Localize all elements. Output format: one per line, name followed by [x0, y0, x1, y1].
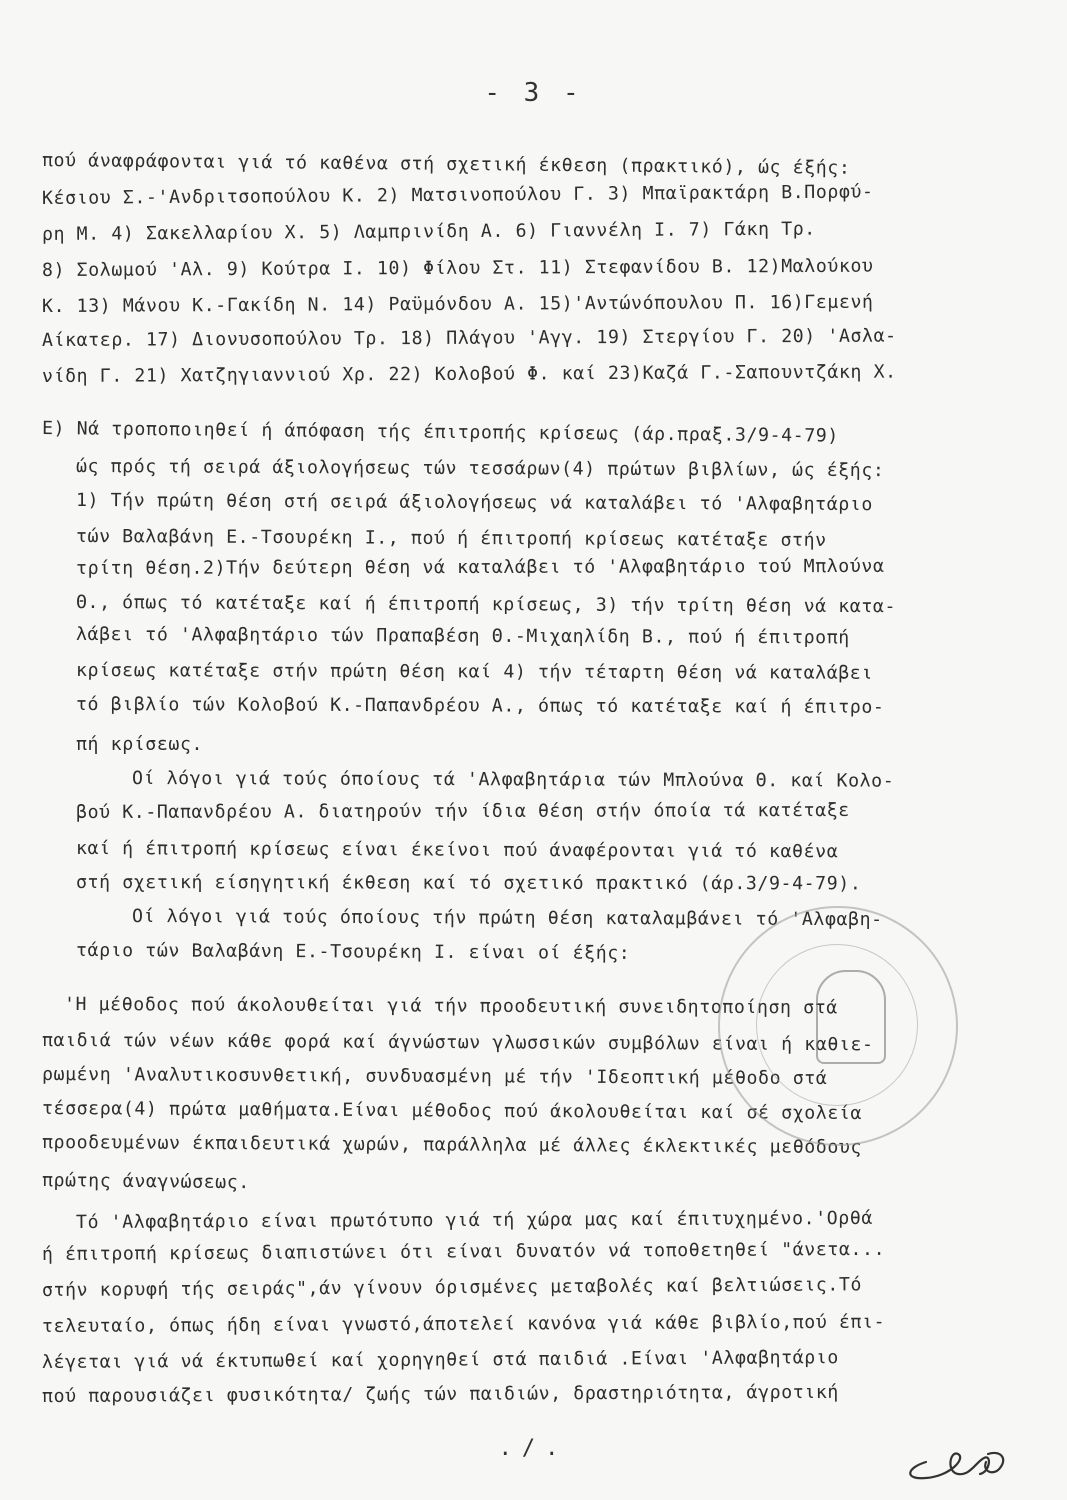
text-line: Οί λόγοι γιά τούς όποίους τά 'Αλφαβητάρια τών Μπλούνα Θ. καί Κολο- — [131, 768, 895, 792]
text-line: 1) Τήν πρώτη θέση στή σειρά άξιολογήσεως νά καταλάβει τό 'Αλφαβητάριο — [75, 490, 873, 516]
text-line: νίδη Γ. 21) Χατζηγιαννιού Χρ. 22) Κολοβού Φ. καί 23)Καζά Γ.-Σαπουντζάκη Χ. — [41, 361, 897, 387]
text-line: λέγεται γιά νά έκτυπωθεί καί χορηγηθεί στά παιδιά .Είναι 'Αλφαβητάριο — [41, 1347, 839, 1373]
text-line: κρίσεως κατέταξε στήν πρώτη θέση καί 4) τήν τέταρτη θέση νά καταλάβει — [75, 660, 873, 684]
text-line: παιδιά τών νέων κάθε φορά καί άγνώστων γλωσσικών συμβόλων είναι ή καθιε- — [41, 1030, 874, 1056]
text-line: ρωμένη 'Αναλυτικοσυνθετική, συνδυασμένη μέ τήν 'Ιδεοπτική μέθοδο στά — [41, 1064, 828, 1090]
text-line: πού άναφράφονται γιά τό καθένα στή σχετική έκθεση (πρακτικό), ώς έξής: — [41, 150, 851, 179]
text-line: Κ. 13) Μάνου Κ.-Γακίδη Ν. 14) Ραϋμόνδου Α. 15)'Αντώνόπουλου Π. 16)Γεμενή — [41, 291, 874, 317]
text-line: ή έπιτροπή κρίσεως διαπιστώνει ότι είναι δυνατόν νά τοποθετηθεί "άνετα... — [41, 1238, 886, 1265]
text-line: τρίτη θέση.2)Τήν δεύτερη θέση νά καταλάβει τό 'Αλφαβητάριο τού Μπλούνα — [75, 555, 885, 579]
stamp-emblem-icon — [816, 970, 886, 1064]
text-line: τάριο τών Βαλαβάνη Ε.-Τσουρέκη Ι. είναι οί έξής: — [75, 940, 631, 964]
text-line: λάβει τό 'Αλφαβητάριο τών Πραπαβέση Θ.-Μιχαηλίδη Β., πού ή έπιτροπή — [75, 624, 850, 649]
continuation-mark: ./. — [498, 1436, 569, 1461]
text-line: βού Κ.-Παπανδρέου Α. διατηρούν τήν ίδια θέση στήν όποία τά κατέταξε — [75, 799, 850, 823]
text-line: Θ., όπως τό κατέταξε καί ή έπιτροπή κρίσεως, 3) τήν τρίτη θέση νά κατα- — [75, 592, 897, 618]
text-line: τελευταίο, όπως ήδη είναι γνωστό,άποτελεί κανόνα γιά κάθε βιβλίο,πού έπι- — [41, 1311, 886, 1337]
text-line: στή σχετική είσηγητική έκθεση καί τό σχετικό πρακτικό (άρ.3/9-4-79). — [75, 872, 862, 895]
text-line: τών Βαλαβάνη Ε.-Τσουρέκη Ι., πού ή έπιτροπή κρίσεως κατέταξε στήν — [75, 526, 827, 551]
text-line: τέσσερα(4) πρώτα μαθήματα.Είναι μέθοδος πού άκολουθείται καί σέ σχολεία — [41, 1098, 863, 1125]
text-line: Τό 'Αλφαβητάριο είναι πρωτότυπο γιά τή χώρα μας καί έπιτυχημένο.'Ορθά — [75, 1207, 873, 1233]
page-number: - 3 - — [484, 78, 583, 108]
text-line: Ε) Νά τροποποιηθεί ή άπόφαση τής έπιτροπής κρίσεως (άρ.πραξ.3/9-4-79) — [41, 418, 840, 447]
text-line: καί ή έπιτροπή κρίσεως είναι έκείνοι πού άναφέρονται γιά τό καθένα — [75, 838, 839, 863]
text-line: πρώτης άναγνώσεως. — [41, 1170, 251, 1194]
text-line: στήν κορυφή τής σειράς",άν γίνουν όρισμένες μεταβολές καί βελτιώσεις.Τό — [41, 1274, 863, 1301]
text-line: Κέσιου Σ.-'Ανδριτσοπούλου Κ. 2) Ματσινοπούλου Γ. 3) Μπαϊρακτάρη Β.Πορφύ- — [41, 181, 874, 209]
text-line: πού παρουσιάζει φυσικότητα/ ζωής τών παιδιών, δραστηριότητα, άγροτική — [41, 1381, 839, 1407]
text-line: προοδευμένων έκπαιδευτικά χωρών, παράλληλα μέ άλλες έκλεκτικές μεθόδους — [41, 1132, 863, 1159]
text-line: 8) Σολωμού 'Αλ. 9) Κούτρα Ι. 10) Φίλου Στ. 11) Στεφανίδου Β. 12)Μαλούκου — [41, 255, 874, 281]
text-line: Οί λόγοι γιά τούς όποίους τήν πρώτη θέση καταλαμβάνει τό 'Αλφαβη- — [131, 906, 883, 931]
text-line: ώς πρός τή σειρά άξιολογήσεως τών τεσσάρων(4) πρώτων βιβλίων, ώς έξής: — [75, 456, 885, 482]
text-line: 'Η μέθοδος πού άκολουθείται γιά τήν προοδευτική συνειδητοποίηση στά — [63, 994, 838, 1019]
signature-icon — [896, 1428, 1016, 1488]
text-line: ρη Μ. 4) Σακελλαρίου Χ. 5) Λαμπρινίδη Α. 6) Γιαννέλη Ι. 7) Γάκη Τρ. — [41, 218, 816, 245]
text-line: Αίκατερ. 17) Διονυσοπούλου Τρ. 18) Πλάγου 'Αγγ. 19) Στεργίου Γ. 20) 'Ασλα- — [41, 325, 897, 351]
text-line: πή κρίσεως. — [76, 734, 204, 755]
text-line: τό βιβλίο τών Κολοβού Κ.-Παπανδρέου Α., όπως τό κατέταξε καί ή έπιτρο- — [75, 694, 885, 718]
